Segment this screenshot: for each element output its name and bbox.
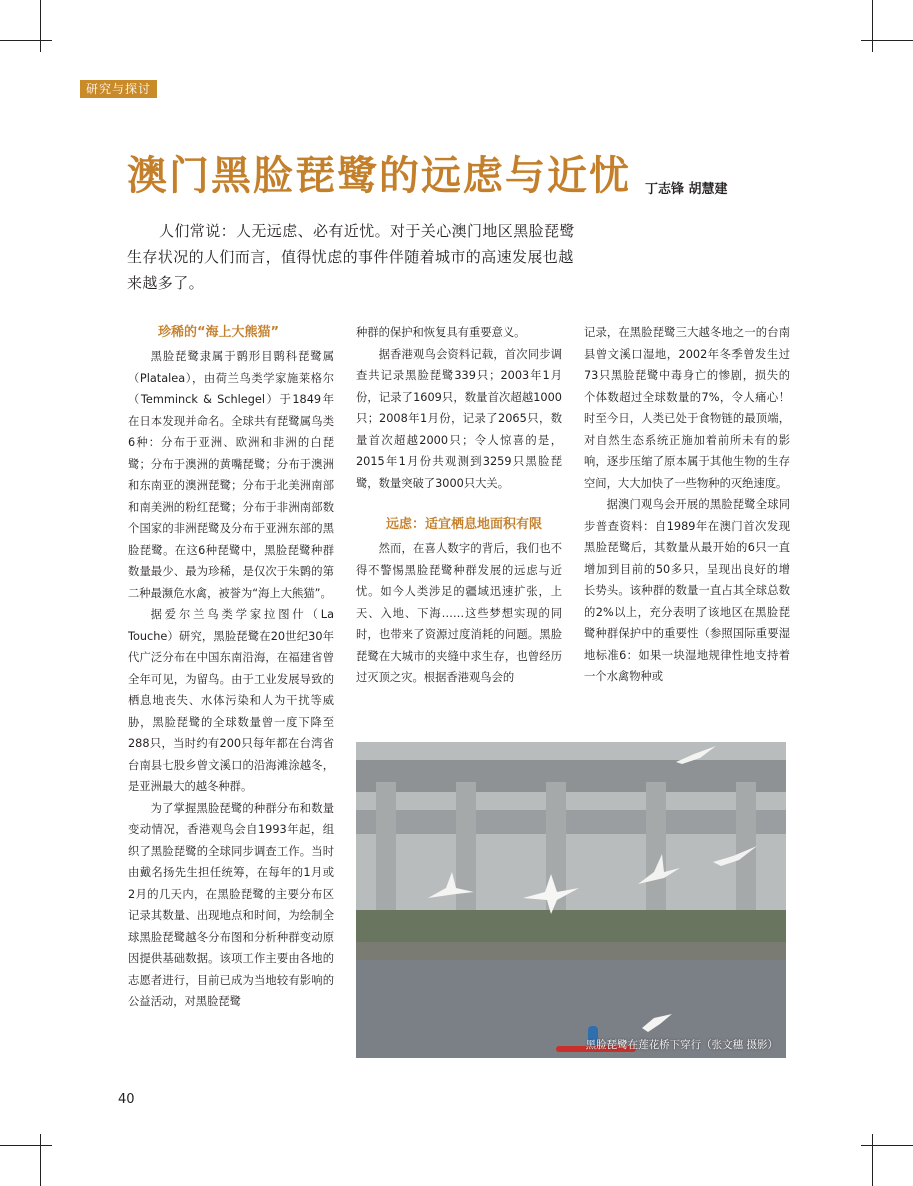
spoonbill-bird-icon — [711, 844, 759, 870]
article-authors: 丁志锋 胡慧建 — [645, 182, 728, 197]
photo-seawall — [356, 942, 786, 962]
lead-text: 人们常说：人无远虑、必有近忧。对于关心澳门地区黑脸琵鹭生存状况的人们而言，值得忧虑的事件伴随着城市的高速发展也越来越多了。 — [127, 222, 575, 292]
photo-bridge-deck — [356, 760, 786, 792]
page-number: 40 — [118, 1092, 135, 1107]
paragraph: 据澳门观鸟会开展的黑脸琵鹭全球同步普查资料：自1989年在澳门首次发现黑脸琵鹭后，其数量从最开始的6只一直增加到目前的50多只，呈现出良好的增长势头。该种群的数量一直占其全球总数的2%以上，充分表明了该地区在黑脸琵鹭种群保护中的重要性（参照国际重要湿地标准6：如果一块湿地规律性地支持着一个水禽物种或 — [584, 498, 790, 683]
column-1 — [128, 322, 334, 1013]
spoonbill-bird-icon — [674, 744, 718, 766]
paragraph: 据香港观鸟会资料记载，首次同步调查共记录黑脸琵鹭339只；2003年1月份，记录了1609只，数量首次超越1000只；2008年1月份，记录了2065只，数量首次超越2000只；令人惊喜的是，2015年1月份共观测到3259只黑脸琵鹭，数量突破了3000只大关。 — [356, 347, 562, 490]
paragraph: 种群的保护和恢复具有重要意义。 — [356, 326, 526, 339]
spoonbill-bird-icon — [521, 872, 581, 916]
crop-mark — [872, 1134, 873, 1186]
photo-caption: 黑脸琵鹭在莲花桥下穿行（张文穗 摄影） — [585, 1039, 778, 1051]
paragraph: 为了掌握黑脸琵鹭的种群分布和数量变动情况，香港观鸟会自1993年起，组织了黑脸琵鹭的全球同步调查工作。当时由戴名扬先生担任统筹，在每年的1月或2月的几天内，在黑脸琵鹭的主要分布区记录其数量、出现地点和时间，为绘制全球黑脸琵鹭越冬分布图和分析种群变动原因提供基础数据。该项工作主要由各地的志愿者进行，目前已成为当地较有影响的公益活动，对黑脸琵鹭 — [128, 801, 334, 1008]
paragraph: 黑脸琵鹭隶属于鹮形目鹮科琵鹭属（Platalea），由荷兰鸟类学家施莱格尔（Temminck & Schlegel）于1849年在日本发现并命名。全球共有琵鹭属鸟类6种：分布于亚洲、欧洲和非洲的白琵鹭；分布于澳洲的黄嘴琵鹭；分布于澳洲和东南亚的澳洲琵鹭；分布于北美洲南部和南美洲的粉红琵鹭；分布于非洲南部数个国家的非洲琵鹭及分布于亚洲东部的黑脸琵鹭。在这6种琵鹭中，黑脸琵鹭种群数量最少、最为珍稀，是仅次于朱鹮的第二种最濒危水禽，被誉为“海上大熊猫”。 — [128, 350, 334, 600]
photo-bridge-deck — [356, 810, 786, 834]
spoonbill-bird-icon — [426, 868, 476, 908]
crop-mark — [861, 40, 913, 41]
section-heading: 珍稀的“海上大熊猫” — [158, 325, 280, 340]
paragraph: 据爱尔兰鸟类学家拉图什（La Touche）研究，黑脸琵鹭在20世纪30年代广泛分布在中国东南沿海，在福建省曾全年可见，为留鸟。由于工业发展导致的栖息地丧失、水体污染和人为干扰等威胁，黑脸琵鹭的全球数量曾一度下降至288只，当时约有200只每年都在台湾省台南县七股乡曾文溪口的沿海滩涂越冬，是亚洲最大的越冬种群。 — [128, 608, 334, 793]
paragraph: 然而，在喜人数字的背后，我们也不得不警惕黑脸琵鹭种群发展的远虑与近忧。如今人类涉足的疆域迅速扩张，上天、入地、下海……这些梦想实现的同时，也带来了资源过度消耗的问题。黑脸琵鹭在大城市的夹缝中求生存，也曾经历过灭顶之灾。根据香港观鸟会的 — [356, 542, 562, 684]
section-tag: 研究与探讨 — [80, 80, 157, 98]
crop-mark — [872, 0, 873, 52]
article-title: 澳门黑脸琵鹭的远虑与近忧 — [127, 153, 631, 199]
spoonbill-bird-icon — [634, 850, 684, 890]
crop-mark — [40, 1134, 41, 1186]
lead-paragraph — [127, 218, 587, 296]
spoonbill-bird-icon — [640, 1010, 674, 1036]
crop-mark — [0, 40, 52, 41]
paragraph: 记录，在黑脸琵鹭三大越冬地之一的台南县曾文溪口湿地，2002年冬季曾发生过73只黑脸琵鹭中毒身亡的惨剧，损失的个体数超过全球数量的7%，令人痛心！时至今日，人类已处于食物链的最顶端，对自然生态系统正施加着前所未有的影响，逐步压缩了原本属于其他生物的生存空间，大大加快了一些物种的灭绝速度。 — [584, 326, 790, 490]
crop-mark — [0, 1145, 52, 1146]
column-2 — [356, 322, 562, 689]
section-heading: 远虑：适宜栖息地面积有限 — [386, 517, 543, 532]
crop-mark — [40, 0, 41, 52]
crop-mark — [861, 1145, 913, 1146]
column-3 — [584, 322, 790, 688]
photo-spoonbills-under-bridge — [356, 742, 786, 1058]
